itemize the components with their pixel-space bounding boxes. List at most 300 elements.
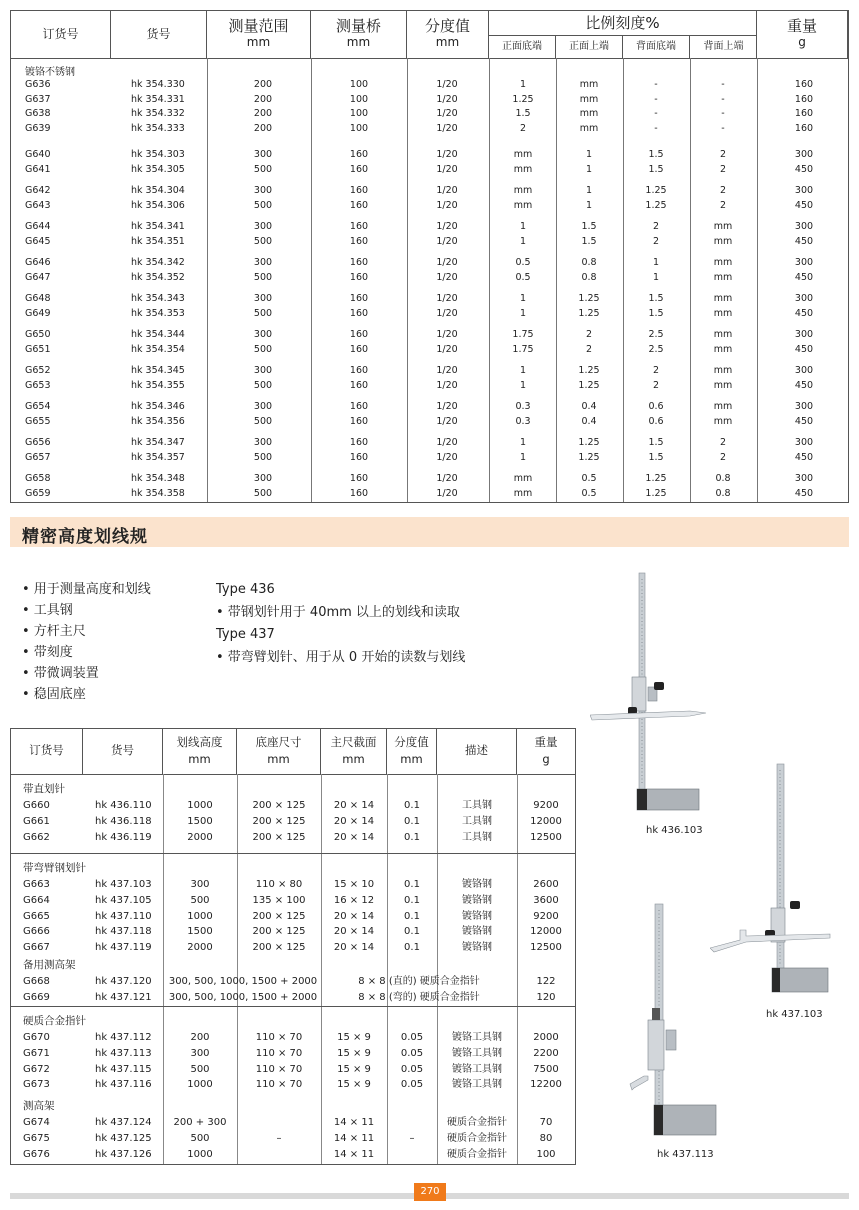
table-cell: 1 — [652, 271, 660, 283]
table-cell: 110 × 70 — [255, 1079, 303, 1091]
table-cell: mm — [579, 93, 599, 105]
table-cell: 1.25 — [645, 487, 667, 499]
table-cell: 2000 — [187, 831, 213, 843]
table-cell: 300 — [794, 293, 814, 304]
table-cell: 1 — [519, 365, 527, 376]
table-cell: 2.5 — [648, 343, 664, 355]
group-label-chrome-steel: 镀铬不锈钢 — [25, 67, 75, 78]
table-cell: 1/20 — [436, 365, 458, 376]
table-cell: 硬质合金指针 — [447, 1148, 507, 1160]
table-cell: mm — [513, 163, 533, 175]
group-label: 带直划针 — [23, 783, 65, 795]
table-cell: hk 354.306 — [131, 199, 185, 211]
table-cell: 160 — [349, 221, 369, 232]
table-cell: 0.1 — [404, 894, 420, 906]
table-cell: 0.4 — [581, 401, 597, 412]
table-cell: 12500 — [530, 831, 562, 843]
table-cell: 2 — [652, 365, 660, 376]
table-cell: 200 — [253, 79, 273, 90]
table-cell: 500 — [253, 415, 273, 427]
table-cell: 2 — [719, 149, 727, 160]
table-cell: 160 — [349, 293, 369, 304]
table-row — [11, 199, 850, 213]
table-cell: 0.1 — [404, 831, 420, 843]
table-row — [11, 830, 577, 846]
table-cell: 镀铬钢 — [462, 942, 492, 954]
table-cell: 1.25 — [578, 365, 600, 376]
table-cell: 1/20 — [436, 329, 458, 340]
table-cell: 14 × 11 — [333, 1132, 375, 1144]
table-cell: 1/20 — [436, 379, 458, 391]
table-cell: G663 — [23, 879, 50, 890]
table-cell: 0.8 — [581, 271, 597, 283]
table-cell: 1/20 — [436, 149, 458, 160]
table-cell: 300 — [794, 437, 814, 448]
table-cell: 15 × 9 — [337, 1047, 371, 1059]
table-cell: 2 — [719, 437, 727, 448]
table-cell: hk 354.356 — [131, 415, 185, 427]
col-header-base: 底座尺寸 mm — [237, 729, 321, 774]
table-row — [11, 364, 850, 378]
table-cell: - — [721, 122, 725, 134]
table-cell: 1000 — [187, 910, 213, 922]
table-cell: 1 — [652, 257, 660, 268]
table-cell: – — [409, 1132, 415, 1144]
table-cell: 1 — [519, 379, 527, 391]
table-cell: G647 — [25, 271, 51, 283]
table-cell: hk 437.125 — [95, 1132, 152, 1144]
table-cell: – — [276, 1132, 282, 1144]
table-cell: 300 — [190, 879, 210, 890]
table-cell: 2 — [585, 329, 593, 340]
table-row — [11, 343, 850, 357]
table-cell: mm — [713, 365, 733, 376]
table-cell: 160 — [349, 451, 369, 463]
table-cell: 300 — [253, 329, 273, 340]
table-cell: 1/20 — [436, 293, 458, 304]
table-cell: 1.25 — [578, 437, 600, 448]
table-cell: hk 436.110 — [95, 800, 152, 811]
table-cell: 450 — [794, 271, 814, 283]
table-cell: 200 × 125 — [252, 910, 306, 922]
table-cell: 1 — [519, 221, 527, 232]
table-cell: 300 — [794, 149, 814, 160]
table-cell: 160 — [349, 199, 369, 211]
table-cell: 0.3 — [515, 415, 531, 427]
table-cell: mm — [513, 487, 533, 499]
table-cell: G646 — [25, 257, 51, 268]
table-cell: 工具钢 — [462, 831, 492, 843]
table-cell: hk 354.345 — [131, 365, 185, 376]
table-cell: - — [654, 122, 658, 134]
table-cell: 300 — [253, 185, 273, 196]
table-cell: 300 — [253, 401, 273, 412]
table-cell: 硬质合金指针 — [447, 1117, 507, 1128]
table-cell: 1/20 — [436, 108, 458, 119]
table-cell: 1/20 — [436, 122, 458, 134]
table-cell: G650 — [25, 329, 51, 340]
table-cell: 1/20 — [436, 185, 458, 196]
table-cell: 0.5 — [515, 257, 531, 268]
sub-header-front-top: 正面上端 — [556, 35, 623, 58]
table-cell: 160 — [349, 185, 369, 196]
table-cell: 1.75 — [512, 343, 534, 355]
table-cell: 15 × 9 — [337, 1079, 371, 1091]
table-cell: G655 — [25, 415, 51, 427]
table-cell: 1/20 — [436, 93, 458, 105]
feature-item: • 稳固底座 — [22, 687, 86, 702]
table-cell: 1/20 — [436, 257, 458, 268]
table-cell: 300 — [253, 293, 273, 304]
table-cell: 0.1 — [404, 800, 420, 811]
table-cell: 300 — [253, 365, 273, 376]
table-cell: 0.5 — [515, 271, 531, 283]
section-header — [10, 517, 849, 547]
table-cell: G660 — [23, 800, 50, 811]
table-cell: 镀铬钢 — [462, 910, 492, 922]
table-cell: 160 — [349, 415, 369, 427]
table-cell: mm — [713, 235, 733, 247]
table-cell: G642 — [25, 185, 51, 196]
table-row — [11, 163, 850, 177]
table-row — [11, 1147, 577, 1163]
table-cell: 300 — [794, 365, 814, 376]
table-cell: hk 354.355 — [131, 379, 185, 391]
table-row — [11, 78, 850, 92]
table-cell: 0.1 — [404, 879, 420, 890]
table-cell: G653 — [25, 379, 51, 391]
table-cell: hk 437.126 — [95, 1148, 152, 1160]
table-cell: hk 354.304 — [131, 185, 185, 196]
col-header-item-no: 货号 — [83, 729, 163, 774]
table-cell: 20 × 14 — [333, 942, 375, 954]
table-cell: 500 — [253, 379, 273, 391]
table-row — [11, 400, 850, 414]
table-cell: 1.25 — [645, 199, 667, 211]
table-cell: 硬质合金指针 — [447, 1132, 507, 1144]
table-cell: hk 354.343 — [131, 293, 185, 304]
table-cell: 500 — [253, 199, 273, 211]
table-cell: hk 437.105 — [95, 894, 152, 906]
table-cell: - — [654, 79, 658, 90]
table-cell: 1.25 — [578, 307, 600, 319]
table-cell: 0.8 — [715, 473, 731, 484]
table-cell: 1.5 — [648, 163, 664, 175]
table-row — [11, 990, 577, 1006]
table-cell: mm — [713, 271, 733, 283]
table-cell: 20 × 14 — [333, 910, 375, 922]
page-number: 270 — [414, 1183, 446, 1201]
table-cell: 1000 — [187, 1148, 213, 1160]
table-cell: 300 — [794, 473, 814, 484]
table-cell: 1500 — [187, 926, 213, 938]
feature-item: • 用于测量高度和划线 — [22, 582, 151, 597]
table-cell: 1.25 — [578, 379, 600, 391]
table-row — [11, 909, 577, 925]
table-cell: 300 — [794, 185, 814, 196]
table-cell: 110 × 80 — [255, 879, 303, 890]
table-cell: hk 437.115 — [95, 1063, 152, 1075]
table-cell: 1.25 — [645, 185, 667, 196]
table-cell: 12000 — [530, 926, 562, 938]
table-cell: hk 437.113 — [95, 1047, 152, 1059]
table-cell: 300 — [190, 1047, 210, 1059]
table-cell: hk 354.331 — [131, 93, 185, 105]
table-cell: 1.75 — [512, 329, 534, 340]
table-cell: - — [654, 93, 658, 105]
table-cell: mm — [713, 329, 733, 340]
table-cell: 1500 — [187, 815, 213, 827]
height-gauge-437-113-photo — [622, 900, 732, 1145]
table-cell: hk 354.330 — [131, 79, 185, 90]
table-cell: G656 — [25, 437, 51, 448]
type-437-text: • 带弯臂划针、用于从 0 开始的读数与划线 — [216, 649, 466, 665]
table-cell: 0.3 — [515, 401, 531, 412]
table-cell: 0.8 — [581, 257, 597, 268]
table-cell: G641 — [25, 163, 51, 175]
table-cell: hk 437.119 — [95, 942, 152, 954]
table-cell: hk 354.341 — [131, 221, 185, 232]
table-cell: mm — [513, 199, 533, 211]
table-cell: G645 — [25, 235, 51, 247]
table-cell: 160 — [349, 379, 369, 391]
table-cell: hk 437.124 — [95, 1117, 152, 1128]
table-cell: 14 × 11 — [333, 1148, 375, 1160]
table-cell: 160 — [349, 235, 369, 247]
col-header-item-no: 货号 — [111, 11, 207, 58]
table-row — [11, 235, 850, 249]
table-cell: 20 × 14 — [333, 815, 375, 827]
table-cell: 500 — [190, 1132, 210, 1144]
table-row — [11, 1115, 577, 1131]
table-cell: 300 — [794, 329, 814, 340]
table-cell: 200 — [253, 108, 273, 119]
table-cell: 1000 — [187, 800, 213, 811]
table-cell: G674 — [23, 1117, 50, 1128]
table-cell: 镀铬钢 — [462, 879, 492, 890]
table-cell: 100 — [349, 79, 369, 90]
table-cell: G644 — [25, 221, 51, 232]
table-cell: 200 — [190, 1032, 210, 1043]
table-row — [11, 940, 577, 956]
table-cell: - — [654, 108, 658, 119]
table-cell: 300 — [794, 401, 814, 412]
table-cell: 9200 — [533, 800, 559, 811]
table-cell: hk 354.303 — [131, 149, 185, 160]
table-cell: hk 437.118 — [95, 926, 152, 938]
table-cell: hk 436.119 — [95, 831, 152, 843]
table-cell: G668 — [23, 976, 50, 987]
col-header-bridge: 测量桥 mm — [311, 11, 407, 58]
table-cell: 2 — [652, 221, 660, 232]
table-cell: 3600 — [533, 894, 559, 906]
table-cell: 160 — [349, 437, 369, 448]
table-cell: 300 — [253, 221, 273, 232]
table-cell: G643 — [25, 199, 51, 211]
table-cell: 15 × 10 — [333, 879, 375, 890]
table-cell: 1/20 — [436, 163, 458, 175]
table-cell: 135 × 100 — [252, 894, 306, 906]
table-cell: 450 — [794, 307, 814, 319]
table-cell: G665 — [23, 910, 50, 922]
table-cell: 500 — [253, 343, 273, 355]
table-cell: 1.25 — [645, 473, 667, 484]
table-cell: 2000 — [533, 1032, 559, 1043]
table-row — [11, 472, 850, 486]
table-cell: 0.1 — [404, 926, 420, 938]
table-cell: 1 — [519, 451, 527, 463]
group-label: 测高架 — [23, 1100, 55, 1112]
table-row — [11, 184, 850, 198]
col-header-section: 主尺截面 mm — [321, 729, 387, 774]
table-cell: mm — [713, 257, 733, 268]
table-cell: G671 — [23, 1047, 50, 1059]
table-cell: 1/20 — [436, 437, 458, 448]
table-cell: G667 — [23, 942, 50, 954]
table-cell: mm — [513, 473, 533, 484]
table-cell: 8 × 8 (直的) 硬质合金指针 — [358, 976, 480, 987]
table-cell: 500 — [190, 894, 210, 906]
table-cell: 0.1 — [404, 815, 420, 827]
table-cell: mm — [579, 79, 599, 90]
table-cell: 1/20 — [436, 451, 458, 463]
table-cell: 200 × 125 — [252, 831, 306, 843]
table-cell: G666 — [23, 926, 50, 938]
table-row — [11, 1062, 577, 1078]
table-cell: mm — [713, 293, 733, 304]
table-cell: 15 × 9 — [337, 1032, 371, 1043]
table-cell: 160 — [349, 487, 369, 499]
table-cell: 160 — [349, 163, 369, 175]
table-cell: 0.6 — [648, 401, 664, 412]
table-cell: 12000 — [530, 815, 562, 827]
table-cell: 0.5 — [581, 487, 597, 499]
table-cell: 300 — [253, 257, 273, 268]
table-cell: 镀铬工具钢 — [452, 1047, 502, 1059]
table-cell: 12200 — [530, 1079, 562, 1091]
table-cell: 1 — [519, 293, 527, 304]
table-cell: 1 — [585, 199, 593, 211]
table-cell: G638 — [25, 108, 51, 119]
table-cell: 1/20 — [436, 473, 458, 484]
table-cell: 0.6 — [648, 415, 664, 427]
table-cell: 160 — [349, 401, 369, 412]
col-header-division: 分度值 mm — [387, 729, 437, 774]
table-cell: 20 × 14 — [333, 800, 375, 811]
table-cell: 100 — [349, 122, 369, 134]
col-header-range: 测量范围 mm — [207, 11, 311, 58]
table-cell: hk 354.354 — [131, 343, 185, 355]
table-cell: 120 — [536, 991, 556, 1003]
table-cell: hk 354.346 — [131, 401, 185, 412]
col-header-height: 划线高度 mm — [163, 729, 237, 774]
table-cell: 14 × 11 — [333, 1117, 375, 1128]
table-cell: 500 — [253, 235, 273, 247]
feature-item: • 带刻度 — [22, 645, 73, 660]
table-cell: 8 × 8 (弯的) 硬质合金指针 — [358, 991, 480, 1003]
table-cell: hk 354.332 — [131, 108, 185, 119]
table-cell: 110 × 70 — [255, 1063, 303, 1075]
table-cell: hk 437.121 — [95, 991, 152, 1003]
table-cell: 500 — [253, 307, 273, 319]
table-cell: G657 — [25, 451, 51, 463]
table-cell: 300, 500, 1000, 1500 + 2000 — [168, 976, 318, 987]
table-cell: 1/20 — [436, 401, 458, 412]
table-cell: 0.5 — [581, 473, 597, 484]
table-cell: 160 — [794, 79, 814, 90]
table-cell: 2 — [719, 163, 727, 175]
photo-caption: hk 436.103 — [646, 825, 703, 836]
table-cell: 160 — [349, 329, 369, 340]
sub-header-back-bottom: 背面底端 — [623, 35, 690, 58]
table-cell: hk 354.358 — [131, 487, 185, 499]
table-cell: 500 — [253, 451, 273, 463]
table-row — [11, 877, 577, 893]
table-cell: 镀铬工具钢 — [452, 1079, 502, 1091]
table-cell: G659 — [25, 487, 51, 499]
table-cell: 1 — [519, 437, 527, 448]
table-cell: G649 — [25, 307, 51, 319]
table-cell: 200 × 125 — [252, 942, 306, 954]
table-cell: 1/20 — [436, 487, 458, 499]
group-label: 带弯臂钢划针 — [23, 862, 86, 874]
table-cell: 1 — [519, 307, 527, 319]
table-row — [11, 271, 850, 285]
table-cell: 200 — [253, 122, 273, 134]
table-cell: hk 354.348 — [131, 473, 185, 484]
table-cell: 450 — [794, 415, 814, 427]
table-cell: G675 — [23, 1132, 50, 1144]
table-cell: 1.25 — [512, 93, 534, 105]
table-cell: 160 — [349, 271, 369, 283]
table-cell: hk 354.351 — [131, 235, 185, 247]
table-cell: hk 354.357 — [131, 451, 185, 463]
table-cell: 1/20 — [436, 199, 458, 211]
table-cell: 110 × 70 — [255, 1047, 303, 1059]
table-cell: 7500 — [533, 1063, 559, 1075]
table-cell: - — [721, 79, 725, 90]
table-cell: 2.5 — [648, 329, 664, 340]
table-row — [11, 220, 850, 234]
table-cell: hk 437.103 — [95, 879, 152, 890]
feature-list — [22, 579, 151, 705]
table-cell: mm — [713, 415, 733, 427]
table-cell: 0.1 — [404, 910, 420, 922]
table-cell: hk 437.110 — [95, 910, 152, 922]
section-title: 精密高度划线规 — [22, 527, 148, 547]
table-cell: G669 — [23, 991, 50, 1003]
table-row — [11, 814, 577, 830]
table-cell: 1/20 — [436, 343, 458, 355]
table-cell: 1.5 — [648, 293, 664, 304]
table-cell: 450 — [794, 199, 814, 211]
table-cell: 工具钢 — [462, 800, 492, 811]
photo-caption: hk 437.113 — [657, 1149, 714, 1160]
table-row — [11, 487, 850, 501]
table-cell: 1 — [519, 235, 527, 247]
table-row — [11, 924, 577, 940]
table-row — [11, 798, 577, 814]
table-cell: 2 — [585, 343, 593, 355]
table-row — [11, 328, 850, 342]
table-cell: 工具钢 — [462, 815, 492, 827]
table-cell: hk 354.344 — [131, 329, 185, 340]
table-cell: 1.25 — [578, 293, 600, 304]
photo-caption: hk 437.103 — [766, 1009, 823, 1020]
table-cell: hk 354.342 — [131, 257, 185, 268]
table-cell: 300 — [794, 257, 814, 268]
table-scale-rulers — [10, 10, 849, 503]
